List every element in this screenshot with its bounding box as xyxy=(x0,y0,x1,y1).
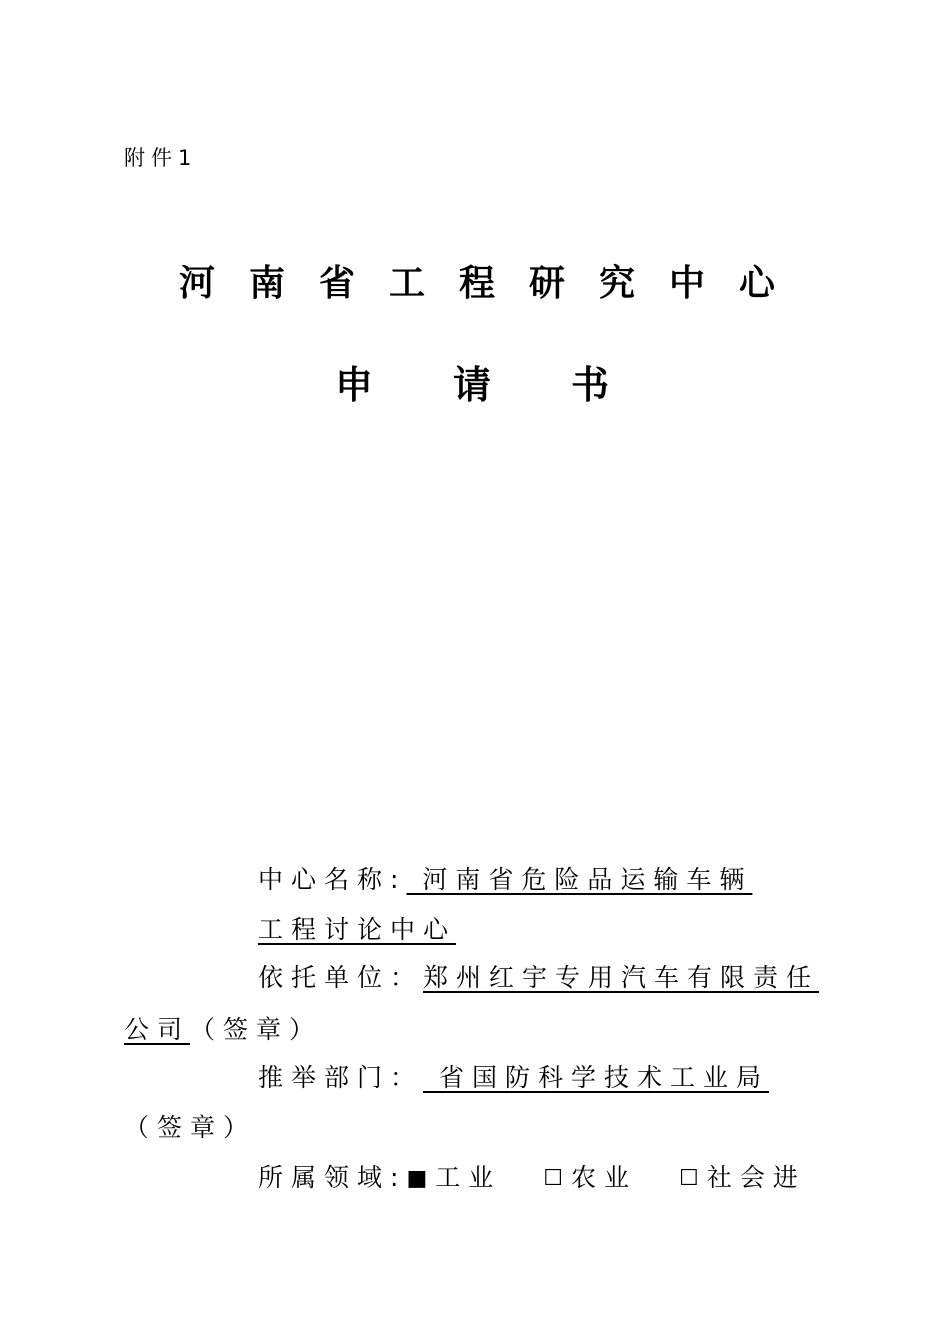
center-name-row-continued xyxy=(258,910,456,946)
center-name-label: 中心名称: xyxy=(258,865,407,894)
domain-label: 所属领域: xyxy=(258,1163,407,1192)
host-unit-row-continued xyxy=(124,1010,322,1046)
center-name-row xyxy=(258,860,752,896)
checkbox-agriculture[interactable]: ☐ xyxy=(543,1166,563,1191)
checkbox-industry[interactable]: ■ xyxy=(406,1166,428,1191)
center-name-value: 河南省危险品运输车辆 xyxy=(406,865,753,894)
option-agriculture-label: 农业 xyxy=(570,1163,637,1192)
option-social-label: 社会进 xyxy=(706,1163,806,1192)
recommend-dept-seal: （签章） xyxy=(124,1113,257,1142)
document-subtitle: 申请书 xyxy=(335,363,690,407)
host-unit-value-continued: 公司 xyxy=(124,1015,191,1044)
recommend-dept-label: 推举部门： xyxy=(258,1063,424,1092)
option-industry-label: 工业 xyxy=(435,1163,502,1192)
host-unit-label: 依托单位： xyxy=(258,963,424,992)
recommend-dept-value: 省国防科学技术工业局 xyxy=(423,1063,769,1092)
host-unit-value: 郑州红宇专用汽车有限责任 xyxy=(423,963,820,992)
checkbox-social[interactable]: ☐ xyxy=(679,1166,699,1191)
domain-row xyxy=(258,1158,806,1194)
attachment-label: 附件1 xyxy=(124,146,198,170)
host-unit-seal: （签章） xyxy=(190,1015,323,1044)
document-title: 河南省工程研究中心 xyxy=(179,263,810,304)
recommend-dept-row xyxy=(258,1058,769,1094)
host-unit-row xyxy=(258,958,819,994)
recommend-dept-seal-row xyxy=(124,1108,256,1144)
center-name-value-continued: 工程讨论中心 xyxy=(258,915,457,944)
